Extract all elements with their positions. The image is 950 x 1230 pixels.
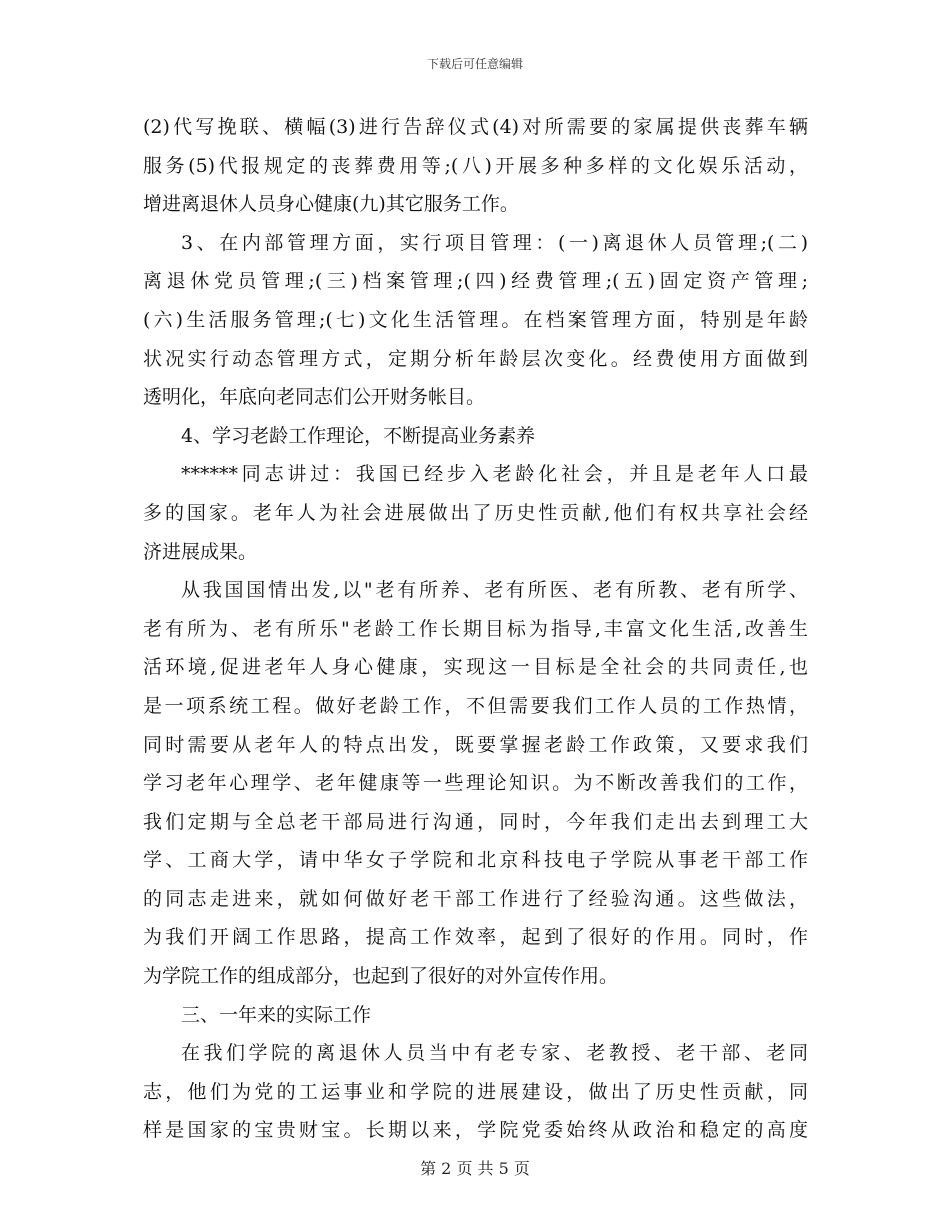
body-line: 多的国家。老年人为社会进展做出了历史性贡献,他们有权共享社会经 xyxy=(143,501,808,524)
body-line: 服务(5)代报规定的丧葬费用等;(八)开展多种多样的文化娱乐活动， xyxy=(143,154,808,177)
body-line: 离退休党员管理;(三)档案管理;(四)经费管理;(五)固定资产管理; xyxy=(143,270,808,293)
page-header: 下载后可任意编辑 xyxy=(426,57,523,71)
section-heading: 4、学习老龄工作理论，不断提高业务素养 xyxy=(181,424,536,447)
body-line: 同时需要从老年人的特点出发，既要掌握老龄工作政策，又要求我们 xyxy=(143,733,808,756)
body-line: 增进离退休人员身心健康(九)其它服务工作。 xyxy=(143,193,519,216)
body-line: 为学院工作的组成部分，也起到了很好的对外宣传作用。 xyxy=(143,965,619,988)
body-line: 是一项系统工程。做好老龄工作，不但需要我们工作人员的工作热情， xyxy=(143,694,808,717)
body-line: ******同志讲过：我国已经步入老龄化社会，并且是老年人口最 xyxy=(181,463,808,486)
page-footer: 第 2 页 共 5 页 xyxy=(420,1159,530,1178)
body-line: 学、工商大学，请中华女子学院和北京科技电子学院从事老干部工作 xyxy=(143,849,808,872)
body-line: (六)生活服务管理;(七)文化生活管理。在档案管理方面，特别是年龄 xyxy=(143,308,808,331)
body-line: 学习老年心理学、老年健康等一些理论知识。为不断改善我们的工作， xyxy=(143,772,808,795)
body-line: 志，他们为党的工运事业和学院的进展建设，做出了历史性贡献，同 xyxy=(143,1080,808,1103)
body-line: 老有所为、老有所乐"老龄工作长期目标为指导,丰富文化生活,改善生 xyxy=(143,617,808,640)
body-line: 的同志走进来，就如何做好老干部工作进行了经验沟通。这些做法， xyxy=(143,887,808,910)
section-heading: 三、一年来的实际工作 xyxy=(181,1003,372,1026)
body-line: 从我国国情出发,以"老有所养、老有所医、老有所教、老有所学、 xyxy=(181,579,808,602)
body-line: 在我们学院的离退休人员当中有老专家、老教授、老干部、老同 xyxy=(181,1042,808,1065)
body-line: 状况实行动态管理方式，定期分析年龄层次变化。经费使用方面做到 xyxy=(143,347,808,370)
body-line: (2)代写挽联、横幅(3)进行告辞仪式(4)对所需要的家属提供丧葬车辆 xyxy=(143,116,808,138)
body-line: 我们定期与全总老干部局进行沟通，同时，今年我们走出去到理工大 xyxy=(143,810,808,833)
body-line: 为我们开阔工作思路，提高工作效率，起到了很好的作用。同时，作 xyxy=(143,926,808,949)
body-line: 济进展成果。 xyxy=(143,540,258,563)
body-line: 透明化，年底向老同志们公开财务帐目。 xyxy=(143,386,486,409)
body-line: 样是国家的宝贵财宝。长期以来，学院党委始终从政治和稳定的高度 xyxy=(143,1119,808,1142)
document-body xyxy=(143,108,808,1150)
body-line: 活环境,促进老年人身心健康，实现这一目标是全社会的共同责任,也 xyxy=(143,656,808,679)
body-line: 3、在内部管理方面，实行项目管理：(一)离退休人员管理;(二) xyxy=(181,231,808,254)
